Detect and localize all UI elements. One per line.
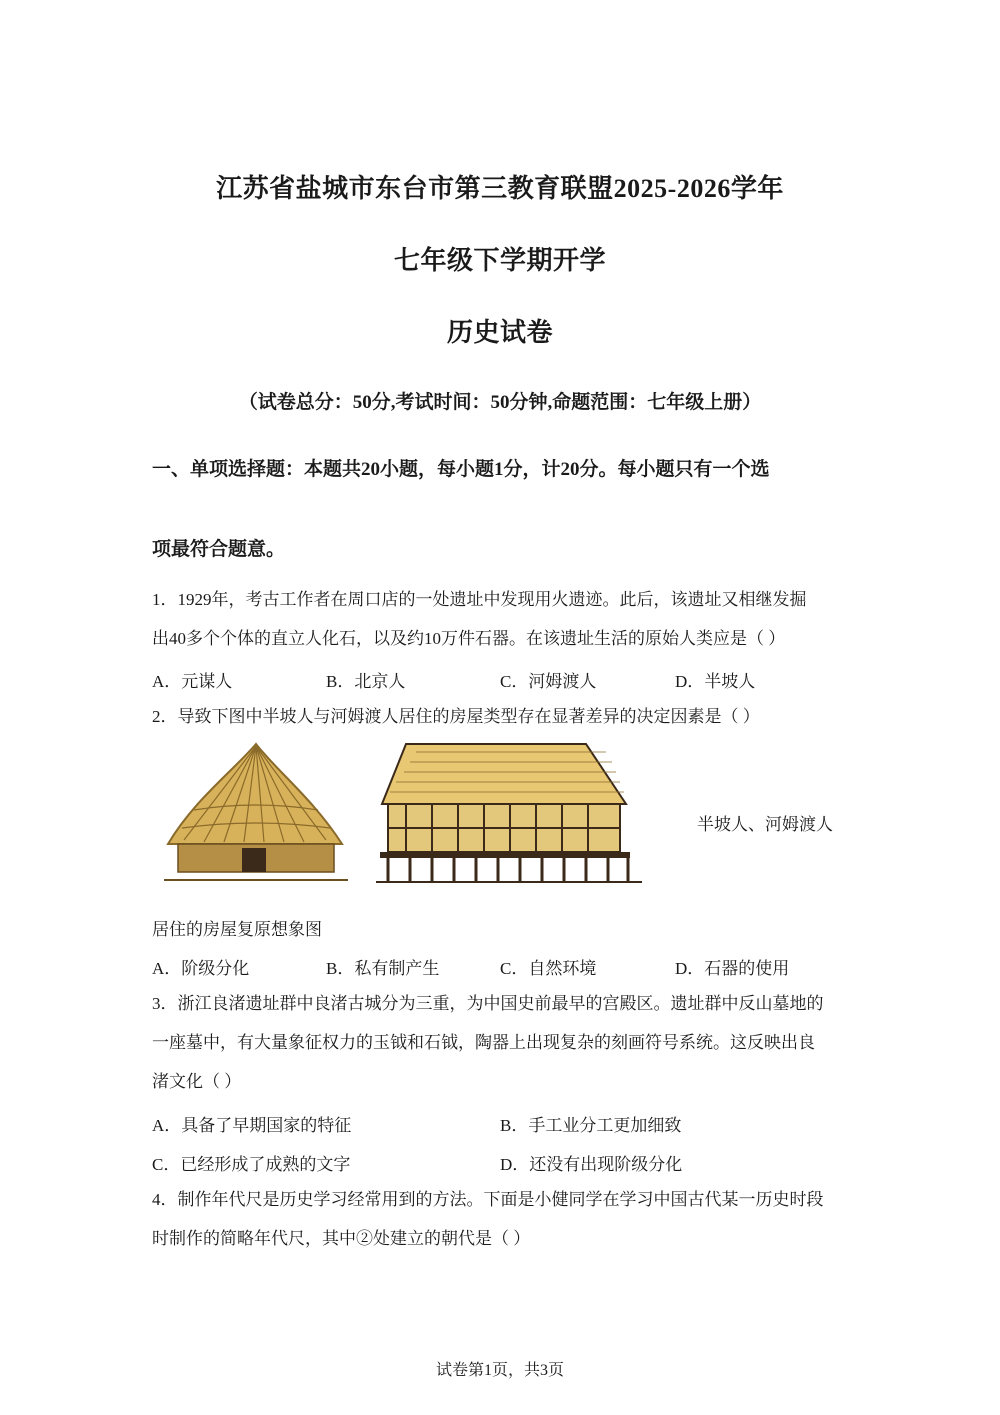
- option-b[interactable]: B．北京人: [326, 672, 406, 691]
- figure-caption-right: 半坡人、河姆渡人: [697, 815, 833, 834]
- option-b[interactable]: B．私有制产生: [326, 959, 440, 978]
- question-text: 4．制作年代尺是历史学习经常用到的方法。下面是小健同学在学习中国古代某一历史时段: [152, 1190, 824, 1209]
- section-heading-line2: 项最符合题意。: [152, 539, 286, 560]
- option-a[interactable]: A．元谋人: [152, 672, 233, 691]
- question-text: 时制作的简略年代尺，其中②处建立的朝代是（ ）: [152, 1229, 531, 1248]
- question-text: 渚文化（ ）: [152, 1072, 242, 1091]
- exam-title-line3: 历史试卷: [446, 318, 553, 347]
- question-4: [152, 1180, 852, 1258]
- section-heading-line1: 一、单项选择题：本题共20小题，每小题1分，计20分。每小题只有一个选: [152, 459, 770, 480]
- question-2: [152, 697, 852, 736]
- page-footer: 试卷第1页，共3页: [435, 1362, 564, 1379]
- option-b[interactable]: B．手工业分工更加细致: [500, 1116, 682, 1135]
- question-text: 出40多个个体的直立人化石，以及约10万件石器。在该遗址生活的原始人类应是（ ）: [152, 629, 786, 648]
- option-a[interactable]: A．阶级分化: [152, 959, 250, 978]
- figure-caption-below: 居住的房屋复原想象图: [152, 920, 322, 939]
- option-d[interactable]: D．半坡人: [675, 672, 756, 691]
- question-1: [152, 580, 852, 658]
- option-d[interactable]: D．还没有出现阶级分化: [500, 1155, 683, 1174]
- option-c[interactable]: C．河姆渡人: [500, 672, 597, 691]
- option-a[interactable]: A．具备了早期国家的特征: [152, 1116, 352, 1135]
- exam-title-line2: 七年级下学期开学: [393, 246, 606, 275]
- banpo-house-illustration: [164, 740, 348, 886]
- hemudu-house-illustration: [376, 740, 642, 886]
- exam-info: （试卷总分：50分,考试时间：50分钟,命题范围：七年级上册）: [238, 392, 762, 413]
- option-c[interactable]: C．已经形成了成熟的文字: [152, 1155, 351, 1174]
- question-text: 1．1929年，考古工作者在周口店的一处遗址中发现用火遗迹。此后，该遗址又相继发掘: [152, 590, 807, 609]
- question-text: 一座墓中，有大量象征权力的玉钺和石钺，陶器上出现复杂的刻画符号系统。这反映出良: [152, 1033, 815, 1052]
- option-d[interactable]: D．石器的使用: [675, 959, 790, 978]
- option-c[interactable]: C．自然环境: [500, 959, 597, 978]
- exam-title-line1: 江苏省盐城市东台市第三教育联盟2025-2026学年: [216, 174, 784, 203]
- question-text: 3．浙江良渚遗址群中良渚古城分为三重，为中国史前最早的宫殿区。遗址群中反山墓地的: [152, 994, 824, 1013]
- question-3: [152, 984, 852, 1101]
- question-text: 2．导致下图中半坡人与河姆渡人居住的房屋类型存在显著差异的决定因素是（ ）: [152, 707, 760, 726]
